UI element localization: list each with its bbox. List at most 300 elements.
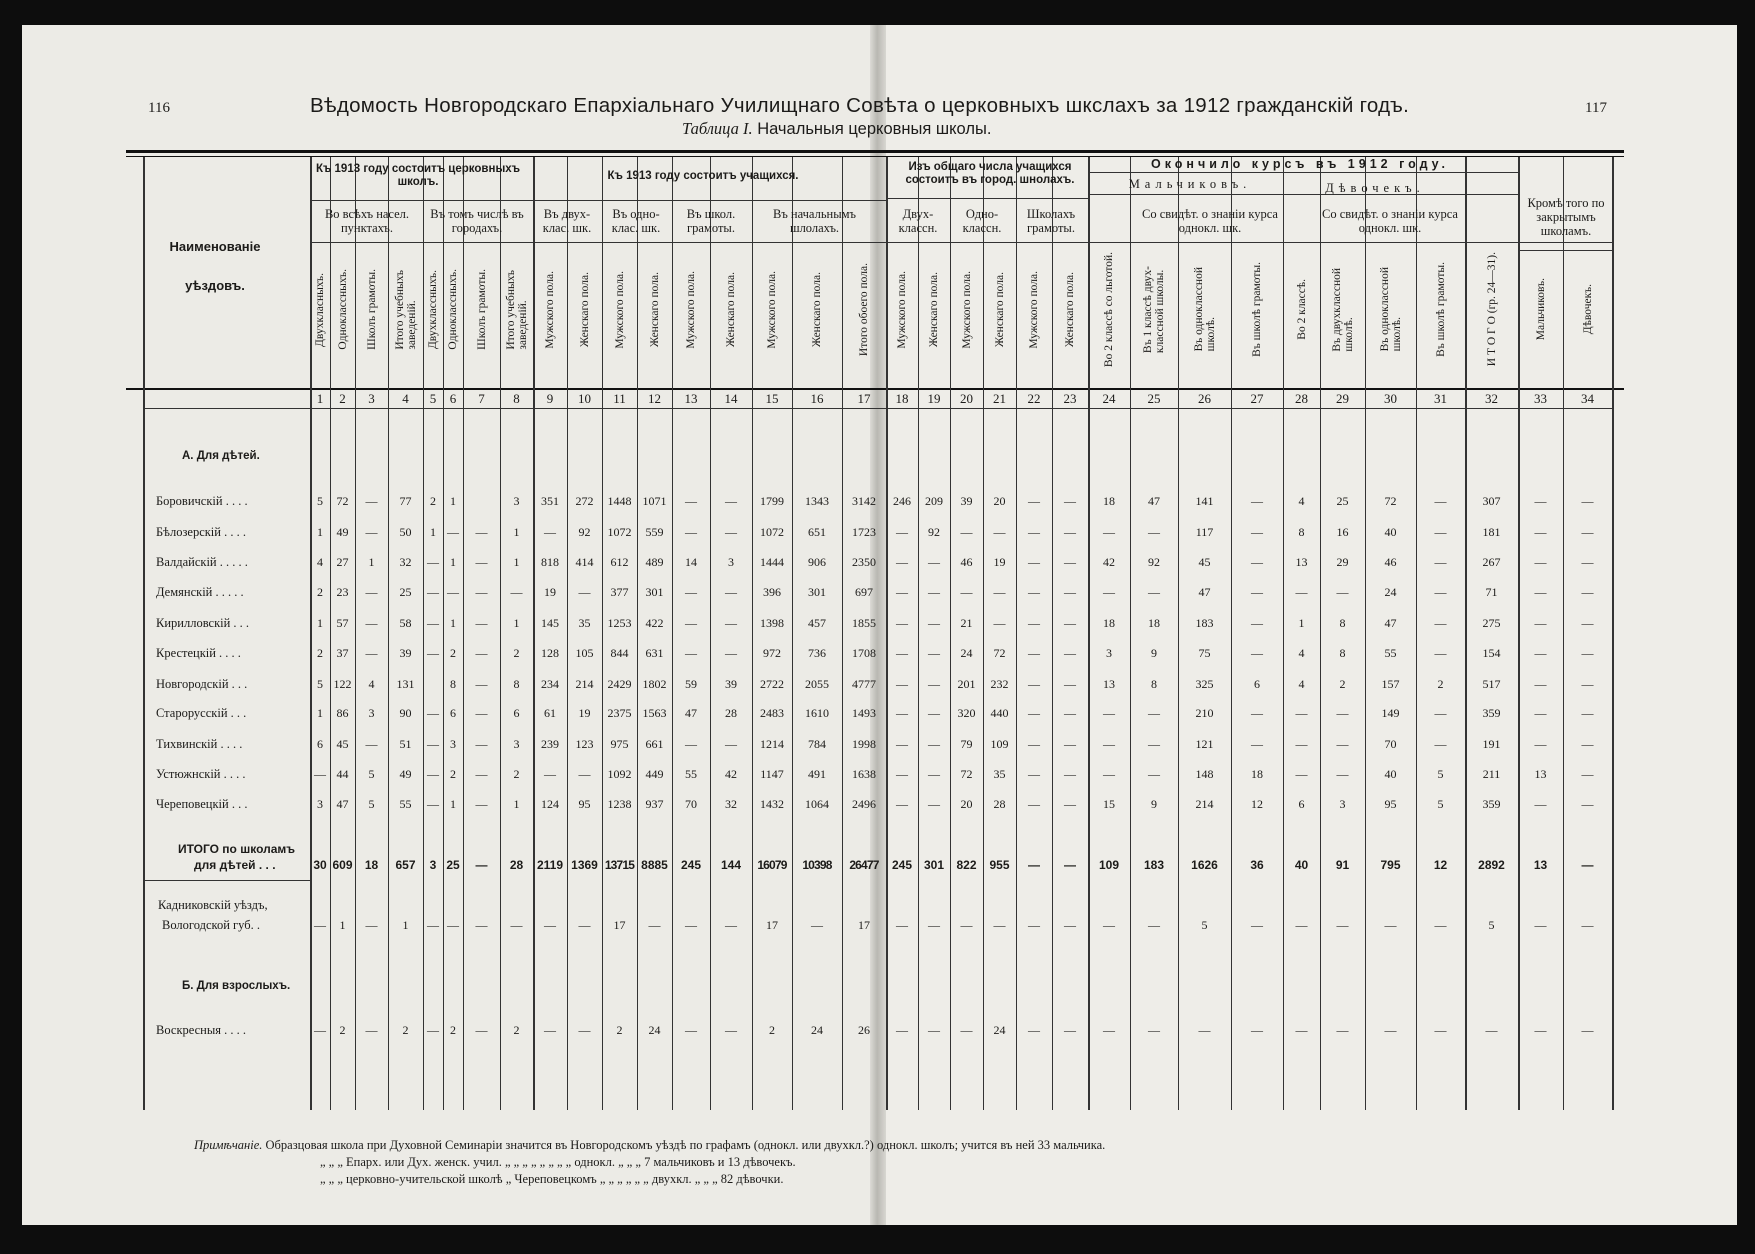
kadnikov-cell: — (811, 918, 823, 932)
table-cell: 59 (685, 677, 697, 691)
table-cell: 844 (610, 646, 629, 660)
table-cell: — (1028, 797, 1040, 811)
kadnikov-cell: — (475, 918, 488, 932)
column-number: 21 (993, 391, 1006, 406)
table-cell: 40 (1384, 767, 1397, 781)
header-name (145, 240, 285, 292)
table-cell: 42 (1103, 555, 1115, 569)
table-cell: — (427, 737, 439, 751)
kadnikov-cell: — (1295, 918, 1308, 932)
table-left-border (143, 157, 145, 1110)
table-cell: 8 (1298, 525, 1305, 539)
table-cell: 1723 (852, 525, 876, 539)
vertical-header-text: Мальчиковъ. (1534, 278, 1547, 341)
table-cell: 2 (317, 646, 323, 660)
table-cell: — (1295, 737, 1308, 751)
table-cell: 72 (993, 646, 1006, 660)
subtitle-rest: Начальныя церковныя школы. (757, 120, 992, 138)
vertical-header-2 (330, 242, 355, 377)
table-cell: 275 (1482, 616, 1501, 630)
header-name-line1: Наименованіе (169, 239, 261, 254)
table-cell: 5 (368, 767, 375, 781)
table-cell: 2 (1437, 677, 1444, 691)
column-number: 12 (648, 391, 661, 406)
table-cell: 35 (578, 616, 591, 630)
vertical-header-21 (983, 242, 1016, 377)
table-cell: — (1251, 585, 1263, 599)
table-cell: 2496 (852, 797, 876, 811)
vertical-header-12 (637, 242, 672, 377)
table-cell: 47 (1384, 616, 1397, 630)
table-cell: 95 (578, 797, 591, 811)
vertical-header-6 (443, 242, 463, 377)
table-cell: — (896, 646, 908, 660)
kadnikov-cell: — (1103, 918, 1115, 932)
table-cell: 25 (1336, 494, 1349, 508)
column-number: 4 (402, 391, 409, 406)
total-cell: 3 (429, 858, 437, 872)
vertical-header-text: Школъ грамоты. (475, 269, 488, 350)
table-cell: — (1251, 646, 1263, 660)
table-cell: — (365, 1023, 378, 1037)
table-cell: 1493 (852, 706, 876, 720)
column-number: 10 (578, 391, 591, 406)
total-cell: 1626 (1191, 858, 1218, 872)
total-cell: 822 (956, 858, 977, 872)
table-cell: 1 (1298, 616, 1305, 630)
vertical-header-text: Женскаго пола. (725, 271, 737, 348)
vertical-header-text: Мужского пола. (613, 270, 626, 349)
table-cell: 79 (960, 737, 973, 751)
kadnikov-cell: — (427, 918, 439, 932)
table-cell: — (1336, 737, 1349, 751)
table-cell: — (928, 737, 940, 751)
vertical-header-31 (1416, 242, 1465, 377)
table-cell: — (1028, 585, 1040, 599)
table-cell: 23 (336, 585, 349, 599)
table-cell: 154 (1482, 646, 1501, 660)
kadnikov-cell: — (1336, 918, 1349, 932)
header-group1a: Во всѣхъ насел. пунктахъ. (324, 207, 410, 235)
table-cell: 95 (1384, 797, 1397, 811)
table-cell: — (928, 797, 940, 811)
column-number: 5 (429, 391, 437, 406)
table-cell: — (896, 1023, 908, 1037)
kadnikov-cell: — (648, 918, 661, 932)
table-cell: — (1064, 706, 1076, 720)
table-cell: 5 (317, 494, 323, 508)
table-cell: — (1534, 525, 1547, 539)
vertical-header-13 (672, 242, 710, 377)
note-line-3: „ „ „ церковно-учительской школѣ „ Череповецкомъ „ „ „ „ „ „ двухкл. „ „ „ 82 дѣвочки. (320, 1172, 784, 1186)
table-cell: 19 (578, 706, 591, 720)
vertical-header-text: Одноклассныхъ. (447, 269, 459, 350)
table-cell: 1 (513, 797, 520, 811)
table-cell: — (475, 525, 488, 539)
total-cell: 301 (923, 858, 945, 872)
header-group1b: Въ томъ числѣ въ городахъ. (430, 207, 524, 235)
table-cell: — (685, 494, 697, 508)
vertical-header-10 (567, 242, 602, 377)
table-cell: 2 (339, 1023, 346, 1037)
table-cell: — (1534, 677, 1547, 691)
table-cell: 72 (336, 494, 349, 508)
table-cell: 449 (645, 767, 664, 781)
column-number: 30 (1384, 391, 1397, 406)
column-number: 19 (927, 391, 941, 406)
header-group4a: Мальчиковъ. (1128, 177, 1252, 191)
table-cell: 457 (808, 616, 826, 630)
table-cell: — (1581, 585, 1594, 599)
table-cell: — (475, 706, 488, 720)
table-cell: — (1064, 767, 1076, 781)
header-group2d: Въ начальнымъ шлолахъ. (772, 207, 856, 235)
table-cell: — (685, 737, 697, 751)
total-cell: 1369 (571, 858, 598, 872)
header-group5: Кромѣ того по закрытымъ школамъ. (1527, 196, 1605, 238)
table-cell: — (1534, 555, 1547, 569)
table-cell: 2 (450, 1023, 456, 1037)
column-number: 32 (1485, 391, 1498, 406)
kadnikov-cell: 17 (613, 918, 626, 932)
total-cell: 18 (364, 858, 379, 872)
column-number: 11 (613, 391, 626, 406)
table-cell: 351 (541, 494, 559, 508)
vertical-header-text: Мужского пола. (766, 270, 778, 349)
table-cell: — (427, 616, 439, 630)
table-cell: 6 (1298, 797, 1305, 811)
table-cell: 631 (645, 646, 664, 660)
vertical-header-text: Мужского пола. (960, 270, 973, 349)
table-cell: 19 (544, 585, 556, 599)
table-cell: — (1434, 1023, 1447, 1037)
table-cell: — (1336, 767, 1349, 781)
table-cell: — (447, 585, 459, 599)
kadnikov-cell: — (1148, 918, 1160, 932)
header-group1: Къ 1913 году состоитъ церковныхъ школъ. (315, 163, 521, 188)
header-group2b: Въ одно- клас. шк. (611, 207, 661, 235)
table-cell: — (896, 737, 908, 751)
table-cell: 211 (1482, 767, 1501, 781)
vertical-header-23 (1052, 242, 1088, 377)
vertical-header-1 (310, 242, 330, 377)
header-group4b: Дѣвочекъ. (1325, 181, 1425, 195)
table-cell: 32 (399, 555, 412, 569)
column-number: 23 (1063, 391, 1077, 406)
table-cell: 1092 (607, 767, 632, 781)
table-cell: 272 (575, 494, 594, 508)
vertical-header-20 (950, 242, 983, 377)
table-cell: — (475, 737, 488, 751)
total-cell: 955 (989, 858, 1010, 872)
vertical-header-text: Во 2 классѣ. (1295, 279, 1308, 340)
table-cell: — (1295, 767, 1308, 781)
column-number: 3 (368, 391, 375, 406)
table-cell: 3 (450, 737, 456, 751)
table-cell: — (896, 585, 908, 599)
table-cell: 2 (616, 1023, 623, 1037)
table-cell: 24 (960, 646, 973, 660)
table-cell: — (1028, 1023, 1040, 1037)
table-cell: 1 (513, 525, 520, 539)
table-cell: 157 (1381, 677, 1400, 691)
table-cell: — (896, 555, 908, 569)
table-cell: 18 (1103, 494, 1115, 508)
header-group3b: Одно- классн. (962, 207, 1002, 235)
table-cell: — (1534, 585, 1547, 599)
row-label: Новгородскій . . . (156, 677, 248, 691)
kadnikov-cell: — (960, 918, 973, 932)
table-cell: — (365, 494, 378, 508)
table-cell: 46 (960, 555, 973, 569)
table-cell: — (1581, 555, 1594, 569)
table-cell: 2375 (607, 706, 632, 720)
table-cell: — (896, 616, 908, 630)
table-cell: — (1028, 677, 1040, 691)
page-number-left: 116 (148, 100, 170, 116)
table-cell: 2483 (760, 706, 784, 720)
total-cell: 183 (1143, 858, 1165, 872)
table-cell: — (1028, 616, 1040, 630)
table-cell: 3 (317, 797, 323, 811)
table-cell: — (928, 585, 940, 599)
total-cell: 30 (313, 858, 327, 872)
table-cell: — (1534, 494, 1547, 508)
table-cell: — (1384, 1023, 1397, 1037)
table-cell: — (1581, 646, 1594, 660)
table-cell: 50 (399, 525, 412, 539)
table-cell: 75 (1198, 646, 1211, 660)
total-cell: 13 (1533, 858, 1548, 872)
table-cell: — (1148, 706, 1160, 720)
table-cell: 1064 (805, 797, 829, 811)
table-cell: — (1148, 737, 1160, 751)
row-label: Валдайскій . . . . . (156, 555, 248, 569)
row-label: Кирилловскій . . . (156, 616, 250, 630)
total-cell: 25 (446, 858, 460, 872)
table-cell: — (1295, 585, 1308, 599)
table-cell: 1802 (642, 677, 667, 691)
table-cell: — (1251, 616, 1263, 630)
kadnikov-cell: — (685, 918, 697, 932)
column-number: 18 (895, 391, 909, 406)
table-cell: 1147 (760, 767, 784, 781)
table-cell: 55 (685, 767, 697, 781)
header-subrule-g4a (1088, 194, 1283, 195)
total-cell: 657 (395, 858, 416, 872)
header-bottom-rule (126, 388, 1624, 390)
table-cell: 24 (811, 1023, 823, 1037)
table-cell: — (475, 1023, 488, 1037)
table-cell: — (1336, 1023, 1349, 1037)
table-cell: 39 (725, 677, 737, 691)
table-cell: — (1103, 737, 1115, 751)
kadnikov-cell: — (725, 918, 737, 932)
total-cell: — (475, 858, 488, 872)
table-cell: — (427, 646, 439, 660)
column-number: 9 (546, 391, 554, 406)
vertical-header-17 (842, 242, 886, 377)
table-cell: — (1064, 555, 1076, 569)
table-cell: 70 (1384, 737, 1397, 751)
table-cell: 5 (1437, 767, 1444, 781)
table-cell: 1 (513, 555, 520, 569)
table-cell: 3 (513, 737, 520, 751)
table-cell: 122 (333, 677, 352, 691)
table-cell: — (1581, 706, 1594, 720)
header-group2: Къ 1913 году состоитъ учащихся. (607, 170, 799, 182)
table-cell: 612 (610, 555, 629, 569)
table-cell: — (928, 555, 940, 569)
table-cell: 2722 (760, 677, 784, 691)
table-cell: 121 (1195, 737, 1214, 751)
total-cell: 26477 (849, 858, 879, 872)
vertical-header-text: Итого обоего пола. (858, 262, 870, 357)
vertical-header-29 (1320, 242, 1365, 377)
table-cell: 2 (402, 1023, 409, 1037)
table-cell: — (1148, 1023, 1160, 1037)
table-cell: 8 (513, 677, 520, 691)
top-rule (126, 150, 1624, 153)
table-cell: 18 (1148, 616, 1160, 630)
table-cell: — (960, 585, 973, 599)
table-cell: — (928, 616, 940, 630)
table-cell: 6 (513, 706, 520, 720)
table-cell: — (365, 737, 378, 751)
table-cell: — (1581, 797, 1594, 811)
table-cell: — (1534, 797, 1547, 811)
table-cell: — (1434, 585, 1447, 599)
table-cell: 2350 (852, 555, 876, 569)
kadnikov-cell: — (544, 918, 556, 932)
total-cell: 91 (1335, 858, 1350, 872)
vertical-header-text: Въ одноклассной школѣ. (1192, 267, 1217, 352)
total-label-line2: для дѣтей . . . (194, 858, 276, 872)
table-cell: 1 (450, 616, 456, 630)
table-cell: 1563 (642, 706, 667, 720)
table-cell: 1343 (805, 494, 829, 508)
table-cell: 784 (808, 737, 826, 751)
table-cell: — (1064, 677, 1076, 691)
subtitle-italic: Таблица I. (682, 119, 753, 138)
table-cell: — (427, 1023, 439, 1037)
table-cell: — (1434, 525, 1447, 539)
section-b-heading: Б. Для взрослыхъ. (182, 980, 291, 992)
total-cell: 245 (680, 858, 702, 872)
header-subrule-g3 (886, 198, 1088, 199)
table-cell: — (1148, 585, 1160, 599)
table-cell: 736 (808, 646, 826, 660)
table-cell: 937 (645, 797, 664, 811)
table-cell: 26 (858, 1023, 870, 1037)
total-label-line1: ИТОГО по школамъ (178, 842, 296, 856)
table-cell: — (1251, 525, 1263, 539)
table-cell: 13 (1295, 555, 1308, 569)
table-cell: 2 (769, 1023, 775, 1037)
table-cell: 44 (336, 767, 349, 781)
table-cell: — (1064, 585, 1076, 599)
table-cell: 1 (450, 494, 456, 508)
table-cell: 489 (645, 555, 664, 569)
total-cell: 10398 (802, 858, 832, 872)
table-cell: 29 (1336, 555, 1349, 569)
table-cell: 19 (993, 555, 1006, 569)
table-cell: 975 (610, 737, 629, 751)
table-cell: 422 (645, 616, 664, 630)
table-cell: 90 (399, 706, 412, 720)
table-cell: — (1295, 706, 1308, 720)
table-cell: — (1336, 585, 1349, 599)
table-cell: 359 (1482, 797, 1501, 811)
table-cell: 72 (960, 767, 973, 781)
table-cell: 148 (1195, 767, 1214, 781)
table-cell: — (314, 1023, 326, 1037)
table-cell: — (1581, 616, 1594, 630)
table-cell: 1432 (760, 797, 784, 811)
table-cell: 42 (725, 767, 737, 781)
vertical-header-25 (1130, 242, 1178, 377)
row-label: Бѣлозерскій . . . . (156, 525, 246, 539)
table-cell: 6 (317, 737, 323, 751)
vertical-header-text: Въ школѣ грамоты. (1434, 262, 1447, 357)
vertical-header-4 (388, 242, 423, 377)
table-cell: 18 (1251, 767, 1263, 781)
table-cell: — (896, 767, 908, 781)
vertical-header-15 (752, 242, 792, 377)
vertical-header-text: Женскаго пола. (578, 271, 591, 348)
table-cell: 28 (993, 797, 1006, 811)
vertical-header-7 (463, 242, 500, 377)
table-cell: — (544, 525, 556, 539)
table-cell: — (725, 737, 737, 751)
table-cell: — (725, 585, 737, 599)
table-cell: 697 (855, 585, 873, 599)
kadnikov-cell: — (510, 918, 523, 932)
kadnikov-cell: — (1028, 918, 1040, 932)
table-cell: 440 (990, 706, 1009, 720)
table-cell: 14 (685, 555, 697, 569)
table-cell: 3 (1106, 646, 1112, 660)
vertical-header-text: Въ 1 классѣ двух- классной школы. (1142, 265, 1166, 354)
table-cell: — (1198, 1023, 1211, 1037)
table-cell: 6 (1254, 677, 1260, 691)
table-cell: — (1103, 767, 1115, 781)
column-number: 24 (1102, 391, 1116, 406)
table-cell: — (1336, 706, 1349, 720)
table-cell: 51 (399, 737, 412, 751)
table-cell: 9 (1151, 646, 1157, 660)
note-text-1: Образцовая школа при Духовной Семинаріи значится въ Новгородскомъ уѣздѣ по графамъ (однокл. или двухкл.?) однокл. школъ; учится въ ней 33 мальчика. (265, 1138, 1106, 1152)
vertical-header-28 (1283, 242, 1320, 377)
table-cell: — (928, 1023, 940, 1037)
vertical-header-33 (1518, 242, 1563, 377)
kadnikov-cell: 17 (766, 918, 778, 932)
total-cell: 144 (720, 858, 742, 872)
vertical-header-5 (423, 242, 443, 377)
table-cell: 239 (541, 737, 559, 751)
kadnikov-cell: — (896, 918, 908, 932)
table-cell: — (1103, 525, 1115, 539)
table-cell: — (1434, 737, 1447, 751)
table-cell: 15 (1103, 797, 1115, 811)
table-cell: — (1434, 555, 1447, 569)
table-cell: 4 (317, 555, 323, 569)
vertical-header-26 (1178, 242, 1231, 377)
header-subrule-g2 (533, 200, 886, 201)
section-a-heading: А. Для дѣтей. (182, 450, 260, 462)
row-label: Тихвинскій . . . . (156, 737, 243, 751)
table-cell: — (1251, 494, 1263, 508)
